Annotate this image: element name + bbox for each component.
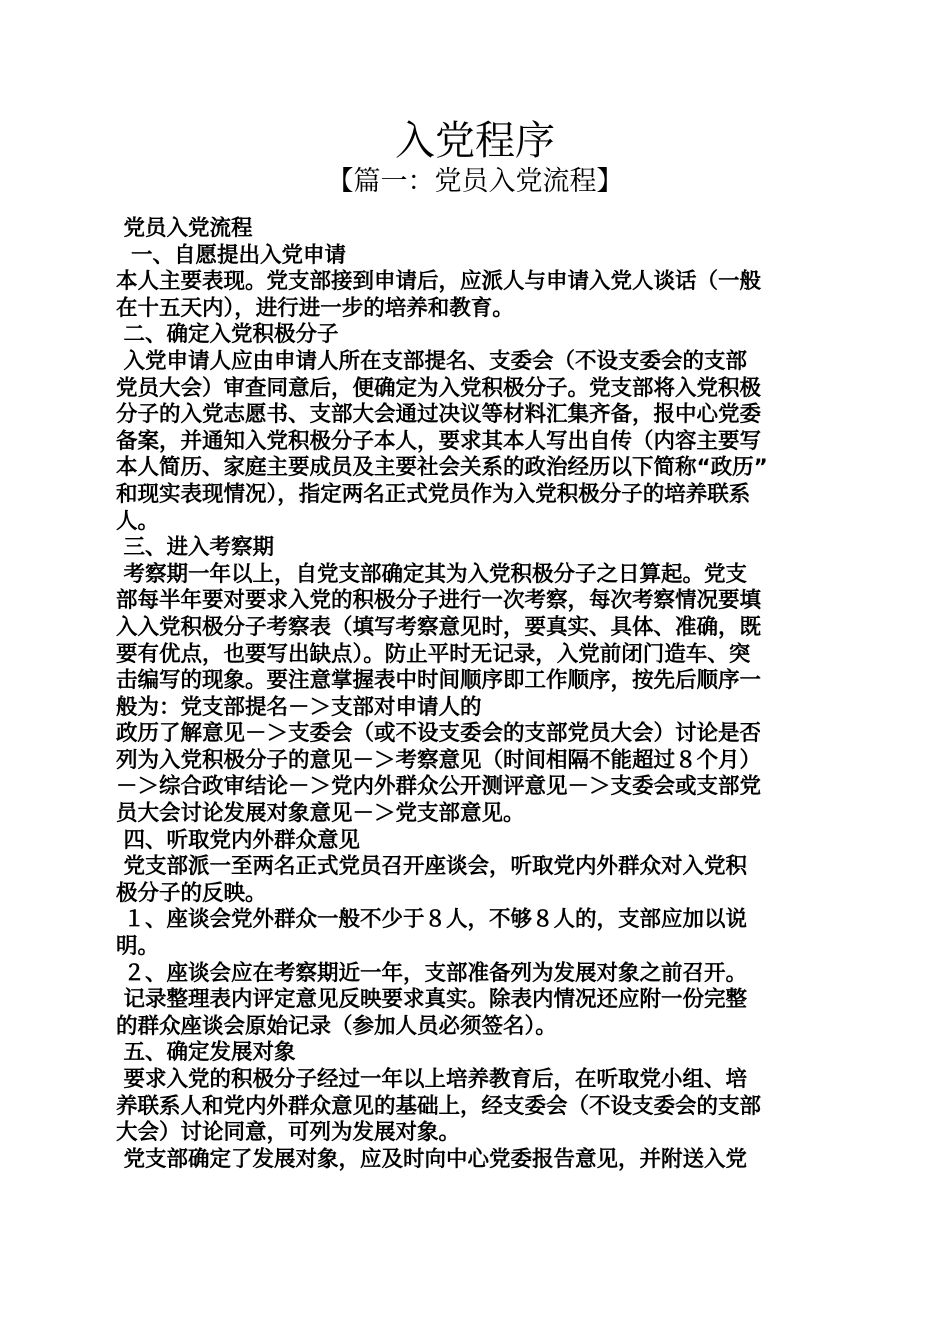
body-line: １、座谈会党外群众一般不少于８人，不够８人的，支部应加以说 — [116, 907, 747, 933]
body-line: 在十五天内），进行进一步的培养和教育。 — [116, 295, 514, 321]
body-line: 五、确定发展对象 — [116, 1040, 296, 1066]
body-line: 分子的入党志愿书、支部大会通过决议等材料汇集齐备，报中心党委 — [116, 402, 762, 428]
body-line: 部每半年要对要求入党的积极分子进行一次考察，每次考察情况要填 — [116, 588, 762, 614]
body-line: 党员入党流程 — [116, 216, 253, 241]
body-line: 人。 — [116, 508, 160, 534]
body-line: 员大会讨论发展对象意见－＞党支部意见。 — [116, 801, 525, 827]
body-line: 入党申请人应由申请人所在支部提名、支委会（不设支委会的支部 — [116, 348, 747, 374]
body-line: 考察期一年以上，自党支部确定其为入党积极分子之日算起。党支 — [116, 561, 747, 587]
body-line: 党员大会）审查同意后，便确定为入党积极分子。党支部将入党积极 — [116, 375, 762, 401]
document-title: 入党程序 — [395, 118, 555, 164]
body-line: 明。 — [116, 934, 160, 960]
body-line: 般为：党支部提名－＞支部对申请人的 — [116, 694, 482, 720]
body-line: 和现实表现情况），指定两名正式党员作为入党积极分子的培养联系 — [116, 481, 751, 507]
body-line: 击编写的现象。要注意掌握表中时间顺序即工作顺序，按先后顺序一 — [116, 668, 762, 694]
body-line: ２、座谈会应在考察期近一年，支部准备列为发展对象之前召开。 — [116, 960, 747, 986]
body-line: 本人主要表现。党支部接到申请后，应派人与申请入党人谈话（一般 — [116, 269, 762, 295]
body-line: －＞综合政审结论－＞党内外群众公开测评意见－＞支委会或支部党 — [116, 774, 762, 800]
body-line: 养联系人和党内外群众意见的基础上，经支委会（不设支委会的支部 — [116, 1093, 762, 1119]
body-line: 二、确定入党积极分子 — [116, 322, 339, 348]
body-line: 入入党积极分子考察表（填写考察意见时，要真实、具体、准确，既 — [116, 614, 762, 640]
body-line: 四、听取党内外群众意见 — [116, 827, 360, 853]
body-line: 的群众座谈会原始记录（参加人员必须签名）。 — [116, 1013, 557, 1039]
body-line: 党支部确定了发展对象，应及时向中心党委报告意见，并附送入党 — [116, 1146, 747, 1172]
body-line: 本人简历、家庭主要成员及主要社会关系的政治经历以下简称“政历” — [116, 455, 768, 481]
body-line: 记录整理表内评定意见反映要求真实。除表内情况还应附一份完整 — [116, 987, 747, 1013]
document-body — [116, 216, 836, 1173]
body-line: 极分子的反映。 — [116, 880, 267, 906]
body-line: 党支部派一至两名正式党员召开座谈会，听取党内外群众对入党积 — [116, 854, 747, 880]
body-line: 三、进入考察期 — [116, 535, 274, 561]
body-line: 备案，并通知入党积极分子本人，要求其本人写出自传（内容主要写 — [116, 428, 762, 454]
body-line: 大会）讨论同意，可列为发展对象。 — [116, 1120, 461, 1146]
document-subtitle: 【篇一：党员入党流程】 — [326, 166, 624, 197]
body-line: 列为入党积极分子的意见－＞考察意见（时间相隔不能超过８个月） — [116, 747, 762, 773]
body-line: 政历了解意见－＞支委会（或不设支委会的支部党员大会）讨论是否 — [116, 721, 762, 747]
body-line: 一、自愿提出入党申请 — [116, 242, 346, 268]
body-line: 要有优点，也要写出缺点）。防止平时无记录，入党前闭门造车、突 — [116, 641, 751, 667]
body-line: 要求入党的积极分子经过一年以上培养教育后，在听取党小组、培 — [116, 1067, 747, 1092]
